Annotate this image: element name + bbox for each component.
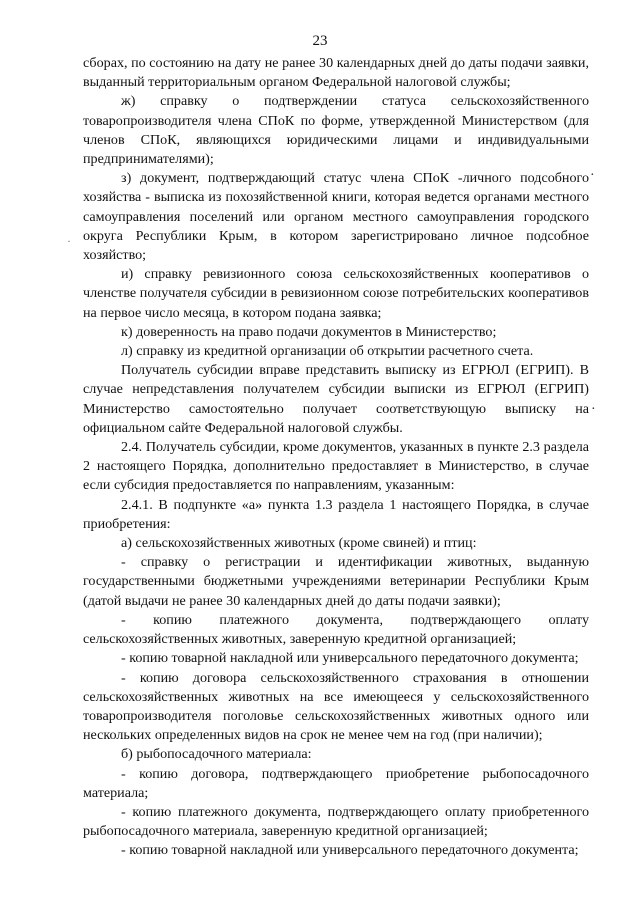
paragraph-item-zh: ж) справку о подтверждении статуса сельскохозяйственного товаропроизводителя члена СПоК по форме, утвержденной Министерством (для членов СПоК, являющихся юридическими лицами и индивидуальными предпринимателями); [83,93,589,168]
scan-mark-right-middle: · [591,402,596,417]
paragraph-1: сборах, по состоянию на дату не ранее 30 календарных дней до даты подачи заявки, выданный территориальным органом Федеральной налоговой службы; [83,55,589,91]
paragraph-item-z: з) документ, подтверждающий статус члена СПоК -личного подсобного хозяйства - выписка из похозяйственной книги, которая ведется органами местного самоуправления поселений или органом местного самоуправления городского округа Республики Крым, в котором зарегистрировано личное подсобное хозяйство; [83,170,589,264]
paragraph-fish-contract: - копию договора, подтверждающего приобретение рыбопосадочного материала; [83,765,589,801]
paragraph-item-i: и) справку ревизионного союза сельскохозяйственных кооперативов о членстве получателя субсидии в ревизионном союзе потребительских кооперативов на первое число месяца, в котором подана заявка; [83,266,589,321]
scan-mark-left: · [67,234,71,248]
scan-mark-top-right: · [590,168,595,183]
paragraph-payment-animals: - копию платежного документа, подтверждающего оплату сельскохозяйственных животных, заверенную кредитной организацией; [83,611,589,648]
page-number: 23 [312,33,328,49]
paragraph-egrul: Получатель субсидии вправе представить выписку из ЕГРЮЛ (ЕГРИП). В случае непредставления получателем субсидии выписки из ЕГРЮЛ (ЕГРИП) Министерство самостоятельно получает соответствующую выписку на официальном сайте Федеральной налоговой службы. [83,362,589,436]
paragraph-2-4: 2.4. Получатель субсидии, кроме документов, указанных в пункте 2.3 раздела 2 настоящего Порядка, дополнительно предоставляет в Министерство, в случае если субсидия предоставляется по направлениям, указанным: [83,439,589,494]
paragraph-invoice-animals: - копию товарной накладной или универсального передаточного документа; [121,650,579,667]
paragraph-item-a: а) сельскохозяйственных животных (кроме свиней) и птиц: [121,535,477,552]
paragraph-item-l: л) справку из кредитной организации об открытии расчетного счета. [121,343,534,360]
paragraph-item-k: к) доверенность на право подачи документов в Министерство; [121,323,497,340]
paragraph-insurance: - копию договора сельскохозяйственного страхования в отношении сельскохозяйственных животных на все имеющееся у сельскохозяйственного товаропроизводителя поголовье сельскохозяйственных животных одного или нескольких определенных видов на срок не менее чем на год (при наличии); [83,669,589,744]
paragraph-2-4-1: 2.4.1. В подпункте «а» пункта 1.3 раздела 1 настоящего Порядка, в случае приобретения: [83,496,589,532]
paragraph-fish-invoice: - копию товарной накладной или универсального передаточного документа; [121,842,579,859]
paragraph-item-b: б) рыбопосадочного материала: [121,746,312,763]
document-body [83,54,589,861]
paragraph-vet-certificate: - справку о регистрации и идентификации животных, выданную государственными бюджетными учреждениями ветеринарии Республики Крым (датой выдачи не ранее 30 календарных дней до даты подачи заявки); [83,554,589,609]
paragraph-fish-payment: - копию платежного документа, подтверждающего оплату приобретенного рыбопосадочного материала, заверенную кредитной организацией; [83,803,589,840]
